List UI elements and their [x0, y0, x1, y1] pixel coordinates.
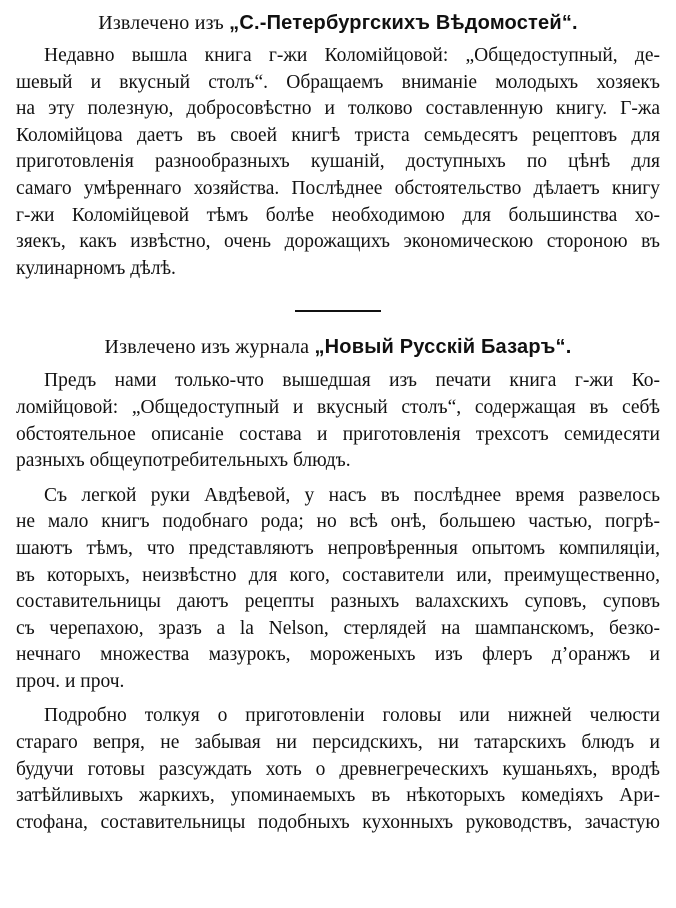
paragraph-line: зяекъ, какъ извѣстно, очень дорожащихъ экономическою стороною въ — [16, 231, 660, 253]
paragraph-line: на эту полезную, добросовѣстно и толково составленную книгу. Г-жа — [16, 98, 660, 120]
paragraph-line: Недавно вышла книга г-жи Коломійцовой: „Общедоступный, де- — [44, 45, 660, 66]
paragraph-line: въ которыхъ, неизвѣстно для кого, составители или, преимущественно, — [16, 564, 660, 586]
paragraph-line: съ черепахою, зразъ а la Nelson, стерлядей на шампанскомъ, безко- — [16, 617, 660, 639]
paragraph-line: не мало книгъ подобнаго рода; но всѣ онѣ, большею частью, погрѣ- — [16, 511, 660, 533]
paragraph-line: шевый и вкусный столъ“. Обращаемъ вниманіе молодыхъ хозяекъ — [16, 71, 660, 93]
section1-heading-prefix: Извлечено изъ — [98, 12, 230, 34]
paragraph-line: Предъ нами только-что вышедшая изъ печати книга г-жи Ко- — [44, 370, 660, 392]
paragraph-gap — [16, 475, 660, 483]
paragraph-line: разныхъ общеупотребительныхъ блюдъ. — [16, 450, 351, 472]
section2-heading — [16, 334, 660, 360]
paragraph-line: шаютъ тѣмъ, что представляютъ непровѣренныя опытомъ компиляціи, — [16, 537, 660, 559]
section-divider — [295, 310, 381, 312]
paragraph-line: затѣйливыхъ жаркихъ, упоминаемыхъ въ нѣкоторыхъ комедіяхъ Ари- — [16, 785, 660, 807]
paragraph-line: Подробно толкуя о приготовленіи головы или нижней челюсти — [44, 705, 660, 727]
paragraph-line: Съ легкой руки Авдѣевой, у насъ въ послѣднее время развелось — [44, 484, 660, 506]
section2-paragraph-2 — [16, 483, 660, 696]
section1-heading-title: „С.-Петербургскихъ Вѣдомостей“. — [229, 12, 578, 34]
paragraph-line: проч. и проч. — [16, 670, 125, 692]
section1-heading — [16, 10, 660, 36]
paragraph-line: самаго умѣреннаго хозяйства. Послѣднее обстоятельство дѣлаетъ книгу — [16, 177, 660, 199]
paragraph-line: обстоятельное описаніе состава и приготовленія трехсотъ семидесяти — [16, 423, 660, 445]
paragraph-line: приготовленія разнообразныхъ кушаній, доступныхъ по цѣнѣ для — [16, 151, 660, 173]
paragraph-line: стофана, составительницы подобныхъ кухонныхъ руководствъ, зачастую — [16, 811, 660, 833]
section2-paragraph-1 — [16, 368, 660, 474]
document-page — [16, 10, 660, 836]
section2-paragraph-3 — [16, 703, 660, 836]
paragraph-line: Коломійцова даетъ въ своей книгѣ триста семьдесятъ рецептовъ для — [16, 124, 660, 146]
section2-heading-title: „Новый Русскій Базаръ“. — [314, 336, 572, 359]
paragraph-line: будучи готовы разсуждать хоть о древнегреческихъ кушаньяхъ, вродѣ — [16, 758, 660, 780]
paragraph-gap — [16, 695, 660, 703]
section1-paragraph — [16, 43, 660, 282]
paragraph-line: ломійцовой: „Общедоступный и вкусный столъ“, содержащая въ себѣ — [16, 396, 660, 418]
paragraph-line: г-жи Коломійцевой тѣмъ болѣе необходимою для большинства хо- — [16, 204, 660, 226]
paragraph-line: нечнаго множества мазурокъ, мороженыхъ изъ флеръ д’оранжъ и — [16, 644, 660, 666]
paragraph-line: стараго вепря, не забывая ни персидскихъ, ни татарскихъ блюдъ и — [16, 732, 660, 754]
paragraph-line: кулинарномъ дѣлѣ. — [16, 257, 176, 279]
paragraph-line: составительницы даютъ рецепты разныхъ валахскихъ суповъ, суповъ — [16, 591, 660, 613]
section2-heading-prefix: Извлечено изъ журнала — [104, 336, 315, 359]
